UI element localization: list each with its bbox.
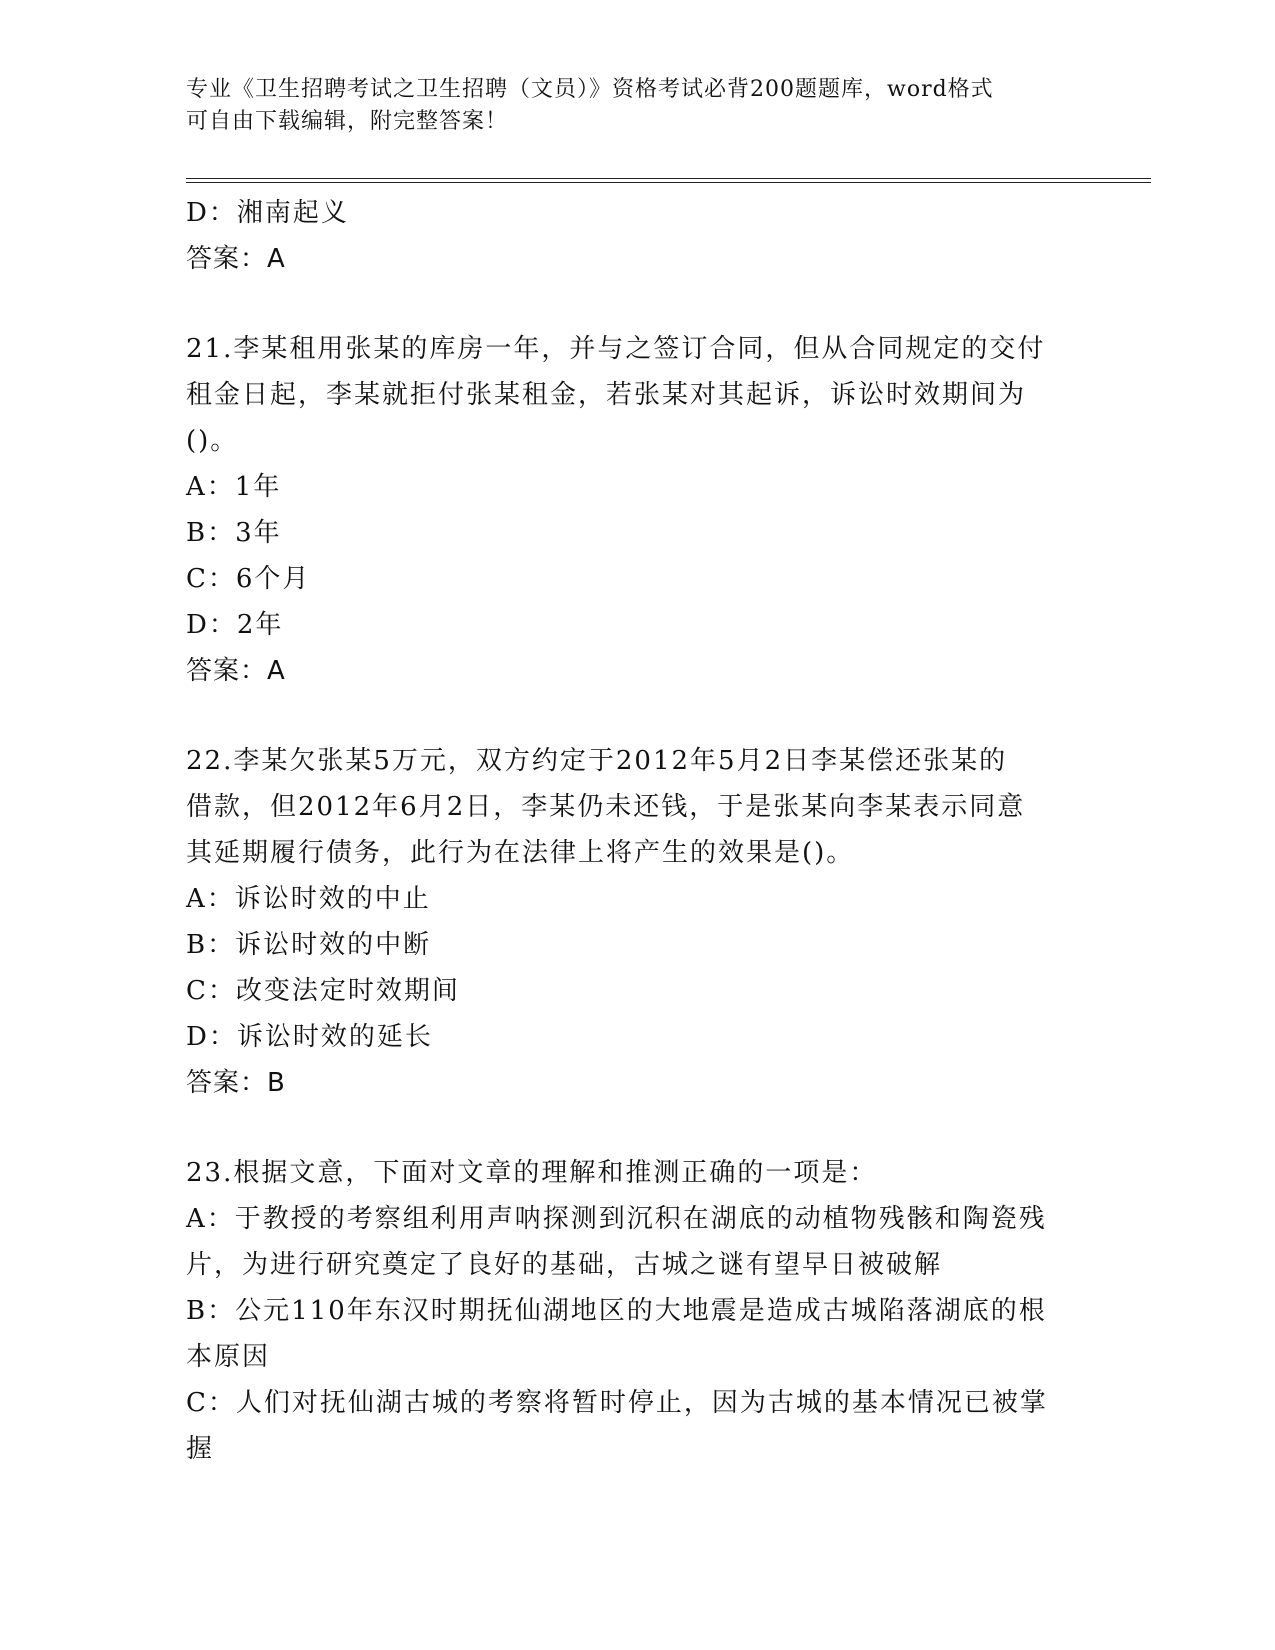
document-body <box>186 190 1086 1472</box>
question-23 <box>186 1150 1086 1472</box>
option-d: D：2年 <box>186 610 284 640</box>
answer-line: 答案：B <box>186 1068 286 1098</box>
option-a: A：于教授的考察组利用声呐探测到沉积在湖底的动植物残骸和陶瓷残 <box>186 1204 1047 1234</box>
question-text-line: 23.根据文意，下面对文章的理解和推测正确的一项是： <box>186 1158 878 1188</box>
option-c: C：改变法定时效期间 <box>186 976 460 1006</box>
header-divider-top <box>186 178 1151 179</box>
question-21 <box>186 326 1086 694</box>
option-a: A：诉讼时效的中止 <box>186 884 431 914</box>
option-b: B：公元110年东汉时期抚仙湖地区的大地震是造成古城陷落湖底的根 <box>186 1296 1047 1326</box>
option-b-continued: 本原因 <box>186 1342 271 1372</box>
option-d: D：湘南起义 <box>186 198 349 228</box>
option-b: B：3年 <box>186 518 282 548</box>
option-a-continued: 片，为进行研究奠定了良好的基础，古城之谜有望早日被破解 <box>186 1250 943 1280</box>
option-c-continued: 握 <box>186 1434 215 1464</box>
option-c: C：6个月 <box>186 564 311 594</box>
option-a: A：1年 <box>186 472 282 502</box>
question-text-line: ()。 <box>186 426 239 456</box>
question-text-line: 借款，但2012年6月2日，李某仍未还钱，于是张某向李某表示同意 <box>186 792 1026 822</box>
question-text-line: 租金日起，李某就拒付张某租金，若张某对其起诉，诉讼时效期间为 <box>186 380 1027 410</box>
header-line-1: 专业《卫生招聘考试之卫生招聘（文员）》资格考试必背200题题库，word格式 <box>186 77 994 102</box>
question-22 <box>186 738 1086 1106</box>
header-line-2: 可自由下载编辑，附完整答案！ <box>186 109 509 134</box>
option-c: C：人们对抚仙湖古城的考察将暂时停止，因为古城的基本情况已被掌 <box>186 1388 1048 1418</box>
option-d: D：诉讼时效的延长 <box>186 1022 433 1052</box>
previous-question-fragment <box>186 190 1086 282</box>
document-header <box>186 74 1066 138</box>
question-text-line: 21.李某租用张某的库房一年，并与之签订合同，但从合同规定的交付 <box>186 334 1046 364</box>
option-b: B：诉讼时效的中断 <box>186 930 432 960</box>
answer-line: 答案：A <box>186 244 286 274</box>
question-text-line: 其延期履行债务，此行为在法律上将产生的效果是()。 <box>186 838 855 868</box>
question-text-line: 22.李某欠张某5万元，双方约定于2012年5月2日李某偿还张某的 <box>186 746 1008 776</box>
header-divider-bottom <box>186 182 1151 183</box>
answer-line: 答案：A <box>186 656 286 686</box>
